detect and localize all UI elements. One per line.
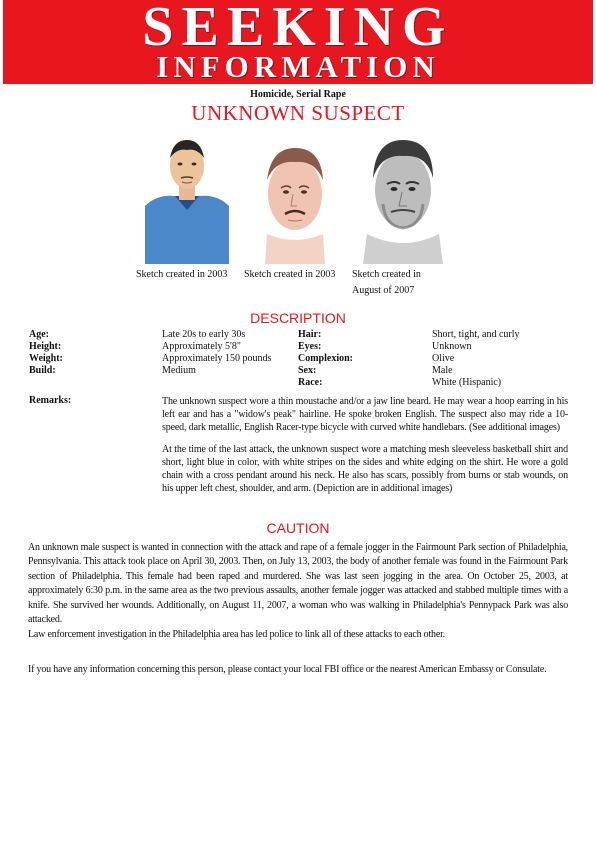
eyes-value: Unknown: [432, 341, 472, 352]
suspect-sketch-2: [245, 134, 345, 264]
sketch-caption-1: Sketch created in 2003: [136, 269, 228, 280]
build-value: Medium: [162, 365, 196, 376]
contact-paragraph: If you have any information concerning this person, please contact your local FBI office or the nearest American Embassy or Consulate.: [28, 664, 547, 675]
age-label: Age:: [29, 329, 49, 340]
weight-value: Approximately 150 pounds: [162, 353, 272, 364]
banner-line-2: INFORMATION: [156, 49, 440, 84]
description-heading: DESCRIPTION: [250, 310, 346, 326]
hair-value: Short, tight, and curly: [432, 329, 520, 340]
banner-line-1: SEEKING: [142, 0, 454, 58]
race-value: White (Hispanic): [432, 377, 502, 388]
hair-label: Hair:: [298, 329, 322, 340]
caution-paragraph-2: Law enforcement investigation in the Philadelphia area has led police to link all of these attacks to each other.: [28, 629, 445, 640]
eyes-label: Eyes:: [298, 341, 322, 352]
age-value: Late 20s to early 30s: [162, 329, 246, 340]
remarks-label: Remarks:: [29, 395, 72, 406]
caution-paragraph-1: An unknown male suspect is wanted in connection with the attack and rape of a female jogger in the Fairmount Park section of Philadelphia, Pennsylvania. This attack took place on April 30, 2003. Then, on July 13, 2003, the body of another female was found in the Fairmount Park section of Philadelphia. This female had been raped and murdered. She was last seen jogging in the area. On October 25, 2003, at approximately 6:30 p.m. in the same area as the two previous assaults, another female jogger was attacked and stabbed multiple times with a knife. She survived her wounds. Additionally, on August 11, 2007, a woman who was walking in Philadelphia's Pennypack Park was also attacked.: [28, 542, 568, 626]
complexion-value: Olive: [432, 353, 455, 364]
weight-label: Weight:: [29, 353, 63, 364]
suspect-title: UNKNOWN SUSPECT: [191, 101, 405, 125]
suspect-sketch-1: [137, 134, 237, 264]
build-label: Build:: [29, 365, 56, 376]
height-label: Height:: [29, 341, 62, 352]
sex-value: Male: [432, 365, 453, 376]
suspect-sketch-3: [353, 134, 453, 264]
remarks-paragraph-1: The unknown suspect wore a thin moustache and/or a jaw line beard. He may wear a hoop earring in his left ear and has a "widow's peak" hairline. He spoke broken English. The suspect also may ride a 10-speed, dark metallic, English Racer-type bicycle with curved white handlebars. (See additional images): [162, 396, 568, 433]
case-subject: Homicide, Serial Rape: [250, 89, 346, 100]
sketch-caption-2: Sketch created in 2003: [244, 269, 336, 280]
race-label: Race:: [298, 377, 323, 388]
caution-heading: CAUTION: [266, 520, 330, 536]
complexion-label: Complexion:: [298, 353, 353, 364]
height-value: Approximately 5'8": [162, 341, 241, 352]
remarks-paragraph-2: At the time of the last attack, the unknown suspect wore a matching mesh sleeveless basketball shirt and short, light blue in color, with white stripes on the sides and white edging on the shirt. He wore a gold chain with a cross pendant around his neck. He also has scars, possibly from burns or stab wounds, on his upper left chest, shoulder, and arm. (Depiction are in additional images): [162, 444, 568, 494]
sketch-caption-3: Sketch created in August of 2007: [352, 269, 421, 296]
seeking-information-banner: [3, 0, 593, 84]
sex-label: Sex:: [298, 365, 317, 376]
